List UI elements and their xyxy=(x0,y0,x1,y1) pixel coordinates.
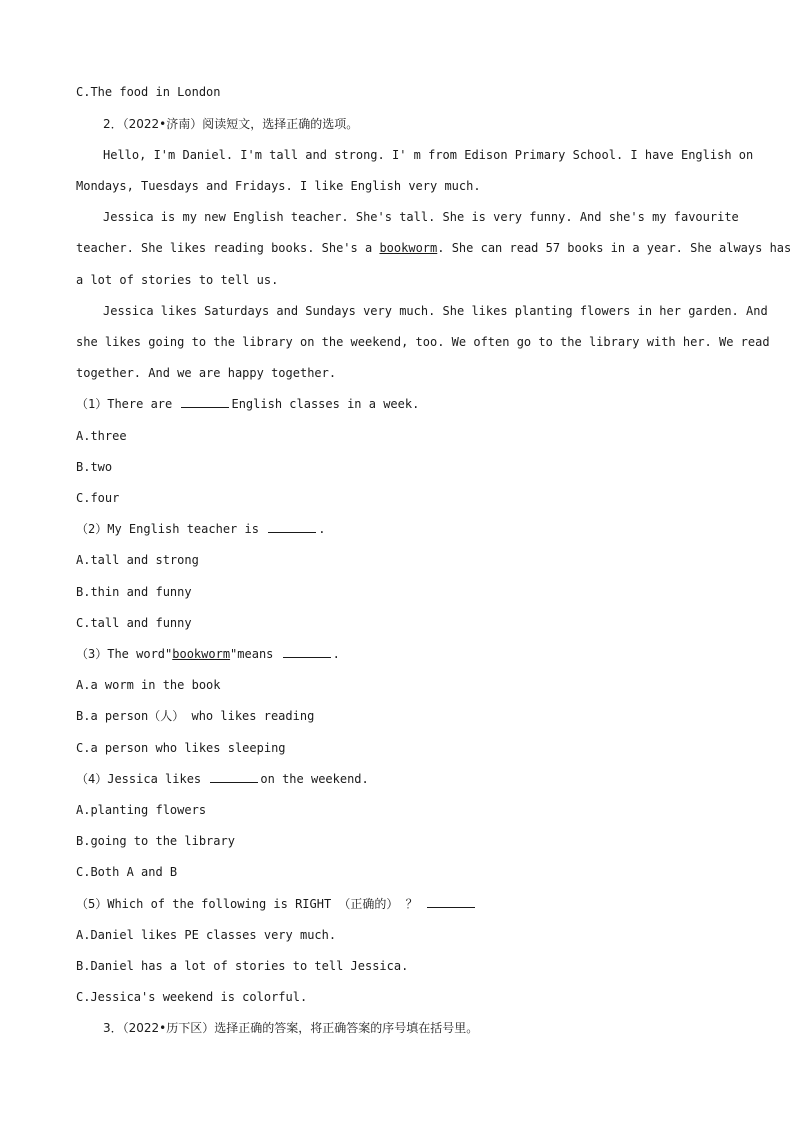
question-3-text-mid: "means xyxy=(230,647,274,661)
section-2-heading: 2．（2022•济南）阅读短文，选择正确的选项。 xyxy=(103,117,359,131)
question-2-text: （2）My English teacher is xyxy=(76,522,259,536)
answer-blank[interactable] xyxy=(283,646,331,658)
question-3-text: （3）The word" xyxy=(76,647,173,661)
question-2-stem xyxy=(76,521,726,537)
q3-option-c: C.a person who likes sleeping xyxy=(76,741,286,755)
passage-p3-line2: she likes going to the library on the weekend, too. We often go to the library with her. We read xyxy=(76,335,770,349)
passage-p3-line3: together. And we are happy together. xyxy=(76,366,337,380)
bookworm-word: bookworm xyxy=(379,241,438,255)
passage-text: teacher. She likes reading books. She's a xyxy=(76,241,373,255)
question-4-stem xyxy=(76,771,726,787)
question-1-text-end: English classes in a week. xyxy=(231,397,420,411)
q3-option-b: B.a person（人） who likes reading xyxy=(76,709,315,723)
passage-p2-line2 xyxy=(76,240,792,256)
passage-p2-line1: Jessica is my new English teacher. She's tall. She is very funny. And she's my favourite xyxy=(103,210,739,224)
question-1-stem xyxy=(76,396,726,412)
answer-blank[interactable] xyxy=(427,896,475,908)
question-5-text: （5）Which of the following is RIGHT （正确的） ？ xyxy=(76,897,418,911)
question-3-text-end: . xyxy=(332,647,340,661)
q5-option-c: C.Jessica's weekend is colorful. xyxy=(76,990,308,1004)
q2-option-b: B.thin and funny xyxy=(76,585,192,599)
answer-blank[interactable] xyxy=(268,521,316,533)
prev-option-c: C.The food in London xyxy=(76,85,221,99)
passage-p2-line3: a lot of stories to tell us. xyxy=(76,273,279,287)
question-4-text-end: on the weekend. xyxy=(260,772,369,786)
q5-option-a: A.Daniel likes PE classes very much. xyxy=(76,928,337,942)
bookworm-word: bookworm xyxy=(172,647,231,661)
answer-blank[interactable] xyxy=(181,396,229,408)
section-3-heading: 3．（2022•历下区）选择正确的答案，将正确答案的序号填在括号里。 xyxy=(103,1021,479,1035)
question-2-text-end: . xyxy=(318,522,326,536)
question-1-text: （1）There are xyxy=(76,397,173,411)
q3-option-a: A.a worm in the book xyxy=(76,678,221,692)
q4-option-c: C.Both A and B xyxy=(76,865,178,879)
q2-option-a: A.tall and strong xyxy=(76,553,199,567)
question-5-stem xyxy=(76,896,726,912)
question-4-text: （4）Jessica likes xyxy=(76,772,202,786)
question-3-stem xyxy=(76,646,726,662)
answer-blank[interactable] xyxy=(210,771,258,783)
q1-option-b: B.two xyxy=(76,460,113,474)
q5-option-b: B.Daniel has a lot of stories to tell Jessica. xyxy=(76,959,409,973)
q2-option-c: C.tall and funny xyxy=(76,616,192,630)
q1-option-a: A.three xyxy=(76,429,127,443)
q1-option-c: C.four xyxy=(76,491,120,505)
q4-option-b: B.going to the library xyxy=(76,834,235,848)
passage-p3-line1: Jessica likes Saturdays and Sundays very much. She likes planting flowers in her garden. And xyxy=(103,304,768,318)
passage-p1-line2: Mondays, Tuesdays and Fridays. I like English very much. xyxy=(76,179,481,193)
passage-p1-line1: Hello, I'm Daniel. I'm tall and strong. I' m from Edison Primary School. I have English on xyxy=(103,148,754,162)
q4-option-a: A.planting flowers xyxy=(76,803,207,817)
passage-text: . She can read 57 books in a year. She always has xyxy=(437,241,792,255)
